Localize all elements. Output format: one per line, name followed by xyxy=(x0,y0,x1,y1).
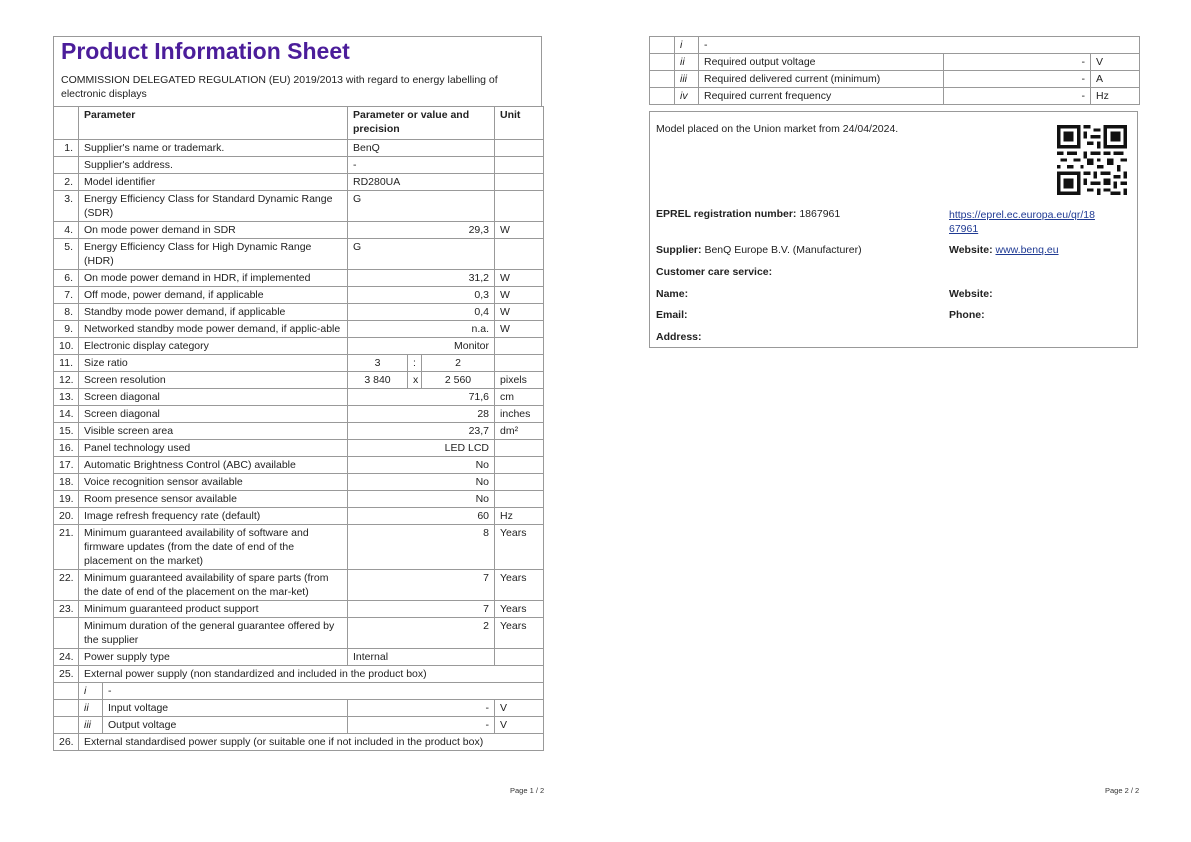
row-unit xyxy=(495,239,544,270)
row-unit xyxy=(495,157,544,174)
sub-row-roman: i xyxy=(79,683,103,700)
table-header-row xyxy=(54,107,544,140)
sub-row-roman: ii xyxy=(79,700,103,717)
row-number: 23. xyxy=(54,601,79,618)
supplier-value: BenQ Europe B.V. (Manufacturer) xyxy=(704,244,862,256)
row-number: 22. xyxy=(54,570,79,601)
website-link[interactable]: www.benq.eu xyxy=(995,244,1059,256)
row-number: 10. xyxy=(54,338,79,355)
table-row xyxy=(54,304,544,321)
row-number xyxy=(54,618,79,649)
sub-row-roman: ii xyxy=(675,54,699,71)
sub-row-value: - xyxy=(944,54,1091,71)
table-row xyxy=(54,406,544,423)
table-row xyxy=(54,389,544,406)
row-parameter: Off mode, power demand, if applicable xyxy=(79,287,348,304)
row-unit xyxy=(495,174,544,191)
row-parameter: Visible screen area xyxy=(79,423,348,440)
row-unit xyxy=(495,338,544,355)
row-parameter: Automatic Brightness Control (ABC) available xyxy=(79,457,348,474)
resolution-height: 2 560 xyxy=(422,372,495,389)
row-number: 5. xyxy=(54,239,79,270)
row-unit: dm² xyxy=(495,423,544,440)
row-value: 60 xyxy=(348,508,495,525)
sub-row-value: - xyxy=(944,71,1091,88)
table-row xyxy=(54,239,544,270)
table-row xyxy=(54,222,544,239)
supplier-info-box xyxy=(649,111,1138,348)
page-footer: Page 1 / 2 xyxy=(510,786,545,795)
row-parameter: On mode power demand in HDR, if implemented xyxy=(79,270,348,287)
row-unit: W xyxy=(495,270,544,287)
ratio-width: 3 xyxy=(348,355,408,372)
row-parameter: Electronic display category xyxy=(79,338,348,355)
table-row xyxy=(54,440,544,457)
row-number: 16. xyxy=(54,440,79,457)
supplier-label: Supplier: xyxy=(656,244,702,256)
row-number: 6. xyxy=(54,270,79,287)
row-value: 0,3 xyxy=(348,287,495,304)
row-unit xyxy=(495,355,544,372)
row-unit: W xyxy=(495,304,544,321)
sub-row-text: Input voltage xyxy=(103,700,348,717)
row-value: Internal xyxy=(348,649,495,666)
ratio-separator: : xyxy=(408,355,422,372)
row-unit: Years xyxy=(495,570,544,601)
table-row xyxy=(54,355,544,372)
row-number: 17. xyxy=(54,457,79,474)
row-value: 23,7 xyxy=(348,423,495,440)
sub-row-value: - xyxy=(348,700,495,717)
qr-code-icon[interactable] xyxy=(1057,125,1127,195)
row-value: RD280UA xyxy=(348,174,495,191)
row-value: 31,2 xyxy=(348,270,495,287)
row-parameter: Power supply type xyxy=(79,649,348,666)
header-parameter: Parameter xyxy=(79,107,348,140)
table-row xyxy=(54,287,544,304)
row-number: 8. xyxy=(54,304,79,321)
regulation-subtitle: COMMISSION DELEGATED REGULATION (EU) 2019/2013 with regard to energy labelling of electronic displays xyxy=(61,74,498,100)
row-value: BenQ xyxy=(348,140,495,157)
row-number: 9. xyxy=(54,321,79,338)
row-number: 14. xyxy=(54,406,79,423)
row-number: 12. xyxy=(54,372,79,389)
row-unit: W xyxy=(495,321,544,338)
table-row xyxy=(650,54,1140,71)
row-number: 11. xyxy=(54,355,79,372)
table-row xyxy=(54,140,544,157)
row-parameter: Standby mode power demand, if applicable xyxy=(79,304,348,321)
website-row xyxy=(949,244,1059,256)
website-label: Website: xyxy=(949,244,993,256)
row-value: No xyxy=(348,474,495,491)
row-parameter: Model identifier xyxy=(79,174,348,191)
row-unit xyxy=(495,649,544,666)
sub-row-roman: i xyxy=(675,37,699,54)
row-unit: Years xyxy=(495,618,544,649)
eprel-link[interactable] xyxy=(949,208,1095,236)
row-number: 1. xyxy=(54,140,79,157)
row-unit xyxy=(495,191,544,222)
customer-care-label: Customer care service: xyxy=(656,266,773,278)
sub-row-text: - xyxy=(699,37,1140,54)
table-row xyxy=(54,491,544,508)
header-unit: Unit xyxy=(495,107,544,140)
eprel-link-line1[interactable]: https://eprel.ec.europa.eu/qr/18 xyxy=(949,209,1095,221)
sub-row-text: Required output voltage xyxy=(699,54,944,71)
row-value: 7 xyxy=(348,601,495,618)
phone-label: Phone: xyxy=(949,309,985,321)
row-unit: W xyxy=(495,222,544,239)
row-value: Monitor xyxy=(348,338,495,355)
table-row xyxy=(650,88,1140,105)
table-row xyxy=(54,338,544,355)
table-row xyxy=(54,423,544,440)
row-number: 26. xyxy=(54,734,79,751)
name-label: Name: xyxy=(656,288,689,300)
table-row xyxy=(54,525,544,570)
row-parameter: Minimum guaranteed availability of software and firmware updates (from the date of end of the placement on the market) xyxy=(79,525,348,570)
row-unit: Years xyxy=(495,525,544,570)
address-label: Address: xyxy=(656,331,702,343)
row-unit: Hz xyxy=(495,508,544,525)
row-value: G xyxy=(348,239,495,270)
row-unit xyxy=(495,474,544,491)
eprel-row xyxy=(656,208,840,220)
power-supply-continued-table xyxy=(649,36,1140,105)
row-number xyxy=(54,157,79,174)
row-number: 25. xyxy=(54,666,79,683)
row-number: 21. xyxy=(54,525,79,570)
row-number: 2. xyxy=(54,174,79,191)
eprel-link-line2[interactable]: 67961 xyxy=(949,223,979,235)
table-row xyxy=(650,71,1140,88)
row-unit xyxy=(495,440,544,457)
table-row xyxy=(54,570,544,601)
row-value: - xyxy=(348,157,495,174)
table-row xyxy=(54,649,544,666)
row-value: 0,4 xyxy=(348,304,495,321)
sub-row-unit: A xyxy=(1091,71,1140,88)
care-website-label: Website: xyxy=(949,288,993,300)
row-number: 3. xyxy=(54,191,79,222)
table-row xyxy=(54,734,544,751)
sub-row-text: Required delivered current (minimum) xyxy=(699,71,944,88)
table-row xyxy=(54,157,544,174)
row-number: 20. xyxy=(54,508,79,525)
row-parameter: Minimum guaranteed availability of spare parts (from the date of end of the placement on the mar-ket) xyxy=(79,570,348,601)
row-parameter: Size ratio xyxy=(79,355,348,372)
table-row xyxy=(54,508,544,525)
email-label: Email: xyxy=(656,309,688,321)
row-number: 19. xyxy=(54,491,79,508)
row-value: 28 xyxy=(348,406,495,423)
row-unit: inches xyxy=(495,406,544,423)
market-placement-text: Model placed on the Union market from 24/04/2024. xyxy=(656,123,899,135)
header-value: Parameter or value and precision xyxy=(348,107,495,140)
supplier-row xyxy=(656,244,862,256)
row-parameter: Minimum guaranteed product support xyxy=(79,601,348,618)
row-parameter: Screen resolution xyxy=(79,372,348,389)
row-number: 24. xyxy=(54,649,79,666)
table-row xyxy=(54,717,544,734)
eprel-number: 1867961 xyxy=(799,208,841,220)
table-row xyxy=(54,601,544,618)
sub-row-text: Required current frequency xyxy=(699,88,944,105)
row-number: 7. xyxy=(54,287,79,304)
table-row xyxy=(54,174,544,191)
row-parameter: Image refresh frequency rate (default) xyxy=(79,508,348,525)
page1-title-box xyxy=(53,36,542,106)
table-row xyxy=(650,37,1140,54)
sub-row-unit: V xyxy=(495,700,544,717)
table-row xyxy=(54,700,544,717)
row-number: 18. xyxy=(54,474,79,491)
table-row xyxy=(54,321,544,338)
table-row xyxy=(54,618,544,649)
row-value: n.a. xyxy=(348,321,495,338)
row-parameter: Screen diagonal xyxy=(79,389,348,406)
table-row xyxy=(54,191,544,222)
sub-row-unit: V xyxy=(495,717,544,734)
row-unit xyxy=(495,491,544,508)
row-parameter: On mode power demand in SDR xyxy=(79,222,348,239)
page-footer: Page 2 / 2 xyxy=(1105,786,1140,795)
sub-row-unit: Hz xyxy=(1091,88,1140,105)
table-row xyxy=(54,372,544,389)
table-row xyxy=(54,683,544,700)
row-parameter: Supplier's address. xyxy=(79,157,348,174)
resolution-width: 3 840 xyxy=(348,372,408,389)
table-row xyxy=(54,474,544,491)
row-parameter: Voice recognition sensor available xyxy=(79,474,348,491)
sub-row-roman: iii xyxy=(79,717,103,734)
row-parameter: Networked standby mode power demand, if applic-able xyxy=(79,321,348,338)
row-value: 71,6 xyxy=(348,389,495,406)
row-parameter: Room presence sensor available xyxy=(79,491,348,508)
row-unit xyxy=(495,457,544,474)
sub-row-roman: iii xyxy=(675,71,699,88)
resolution-separator: x xyxy=(408,372,422,389)
row-parameter: Energy Efficiency Class for High Dynamic Range (HDR) xyxy=(79,239,348,270)
table-row xyxy=(54,270,544,287)
sub-row-value: - xyxy=(348,717,495,734)
sub-row-unit: V xyxy=(1091,54,1140,71)
product-info-table xyxy=(53,106,544,751)
ratio-height: 2 xyxy=(422,355,495,372)
row-parameter: Minimum duration of the general guarantee offered by the supplier xyxy=(79,618,348,649)
row-number: 13. xyxy=(54,389,79,406)
row-unit: cm xyxy=(495,389,544,406)
row-value: 29,3 xyxy=(348,222,495,239)
row-value: LED LCD xyxy=(348,440,495,457)
row-value: No xyxy=(348,491,495,508)
row-parameter: Supplier's name or trademark. xyxy=(79,140,348,157)
page-title: Product Information Sheet xyxy=(61,38,350,64)
row-parameter: Screen diagonal xyxy=(79,406,348,423)
row-number: 4. xyxy=(54,222,79,239)
row-value: 2 xyxy=(348,618,495,649)
row-value: 7 xyxy=(348,570,495,601)
eprel-label: EPREL registration number: xyxy=(656,208,797,220)
row-parameter: Energy Efficiency Class for Standard Dynamic Range (SDR) xyxy=(79,191,348,222)
sub-row-roman: iv xyxy=(675,88,699,105)
row-unit: W xyxy=(495,287,544,304)
row-value: No xyxy=(348,457,495,474)
row-parameter: Panel technology used xyxy=(79,440,348,457)
row-number: 15. xyxy=(54,423,79,440)
row-unit: Years xyxy=(495,601,544,618)
sub-row-value: - xyxy=(944,88,1091,105)
row-unit xyxy=(495,140,544,157)
table-row xyxy=(54,666,544,683)
row-parameter: External power supply (non standardized and included in the product box) xyxy=(79,666,544,683)
row-value: G xyxy=(348,191,495,222)
row-value: 8 xyxy=(348,525,495,570)
sub-row-text: Output voltage xyxy=(103,717,348,734)
row-unit: pixels xyxy=(495,372,544,389)
table-row xyxy=(54,457,544,474)
sub-row-text: - xyxy=(103,683,544,700)
row-parameter: External standardised power supply (or suitable one if not included in the product box) xyxy=(79,734,544,751)
